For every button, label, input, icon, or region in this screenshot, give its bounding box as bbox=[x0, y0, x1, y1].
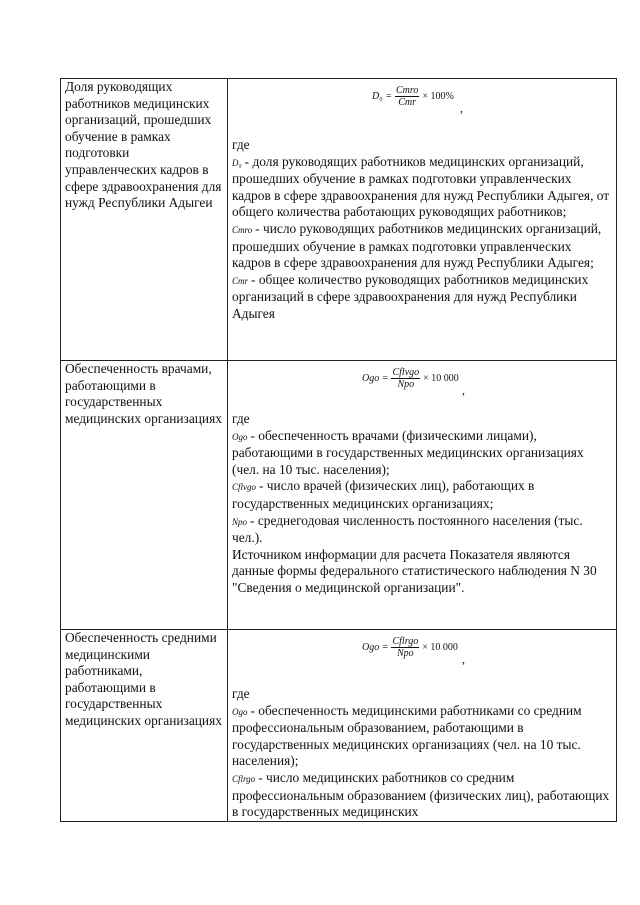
definition-symbol: Ogo bbox=[232, 431, 248, 442]
where-label: где bbox=[232, 686, 250, 701]
formula bbox=[232, 630, 612, 676]
definition bbox=[232, 478, 612, 512]
formula-comma: , bbox=[462, 652, 465, 666]
definition-text: - число руководящих работников медицинских организаций, прошедших обучение в рамках подготовки управленческих кадров в сфере здравоохранения для нужд Республики Адыгея; bbox=[232, 220, 602, 271]
formula-multiplier: × 10 000 bbox=[422, 642, 458, 653]
formula-fraction bbox=[391, 367, 420, 390]
formula-lhs: Ogo = bbox=[362, 373, 389, 384]
formula bbox=[232, 361, 612, 407]
definition bbox=[232, 221, 612, 272]
formula-numerator: Cflvgo bbox=[392, 367, 420, 378]
definition bbox=[232, 154, 612, 221]
definition-text: - обеспеченность врачами (физическими лицами), работающими в государственных медицинских организациях (чел. на 10 тыс. населения); bbox=[232, 427, 584, 477]
indicator-table bbox=[60, 78, 617, 822]
formula bbox=[232, 79, 612, 125]
indicator-name: Обеспеченность средними медицинскими работниками, работающими в государственных медицинских организациях bbox=[61, 630, 228, 822]
definition-symbol: D₀ bbox=[232, 157, 242, 168]
indicator-description bbox=[228, 79, 617, 361]
formula-numerator: Cmro bbox=[395, 85, 419, 96]
definition bbox=[232, 770, 612, 821]
definition-text: - среднегодовая численность постоянного населения (тыс. чел.). bbox=[232, 512, 583, 546]
definition-symbol: Ogo bbox=[232, 706, 248, 717]
table-row bbox=[61, 361, 617, 630]
formula-denominator: Npo bbox=[397, 379, 415, 390]
definition bbox=[232, 428, 612, 479]
definition-symbol: Cmro bbox=[232, 224, 253, 235]
where-label: где bbox=[232, 137, 250, 152]
formula-numerator: Cflrgo bbox=[392, 636, 419, 647]
table-row bbox=[61, 630, 617, 822]
definition bbox=[232, 513, 612, 547]
formula-comma: , bbox=[460, 101, 463, 115]
formula-comma: , bbox=[462, 383, 465, 397]
formula-denominator: Npo bbox=[397, 648, 414, 659]
source-note: Источником информации для расчета Показателя являются данные формы федерального статистического наблюдения N 30 "Сведения о медицинской организации". bbox=[232, 546, 597, 595]
definition-text: - число медицинских работников со средним профессиональным образованием (физических лиц), работающих в государственных медицинских bbox=[232, 769, 610, 820]
definition bbox=[232, 272, 612, 323]
definition-text: - обеспеченность медицинскими работниками со средним профессиональным образованием, работающими в государственных медицинских организациях (чел. на 10 тыс. населения); bbox=[232, 702, 582, 769]
definition-symbol: Cflvgo bbox=[232, 482, 256, 493]
definition-symbol: Cflrgo bbox=[232, 773, 256, 784]
definition-text: - доля руководящих работников медицинских организаций, прошедших обучение в рамках подготовки управленческих кадров в сфере здравоохранения для нужд Республики Адыгея, от общего количества работающих руководящих работников; bbox=[232, 153, 610, 220]
definition bbox=[232, 703, 612, 770]
formula-multiplier: × 10 000 bbox=[423, 373, 459, 384]
definition-symbol: Npo bbox=[232, 516, 248, 527]
formula-multiplier: × 100% bbox=[422, 91, 454, 102]
formula-fraction bbox=[391, 636, 419, 659]
table-row bbox=[61, 79, 617, 361]
indicator-description bbox=[228, 630, 617, 822]
formula-fraction bbox=[395, 85, 419, 108]
indicator-name: Обеспеченность врачами, работающими в государственных медицинских организациях bbox=[61, 361, 228, 630]
formula-denominator: Cmr bbox=[398, 97, 417, 108]
indicator-description bbox=[228, 361, 617, 630]
formula-lhs: Ogo = bbox=[362, 642, 389, 653]
definition-symbol: Cmr bbox=[232, 275, 249, 286]
where-label: где bbox=[232, 411, 250, 426]
definition-text: - общее количество руководящих работников медицинских организаций в сфере здравоохранения для нужд Республики Адыгея bbox=[232, 271, 589, 321]
definition-text: - число врачей (физических лиц), работающих в государственных медицинских организациях; bbox=[232, 478, 535, 511]
formula-lhs: D₀ = bbox=[372, 91, 392, 102]
indicator-name: Доля руководящих работников медицинских организаций, прошедших обучение в рамках подготовки управленческих кадров в сфере здравоохранения для нужд Республики Адыгеи bbox=[61, 79, 228, 361]
